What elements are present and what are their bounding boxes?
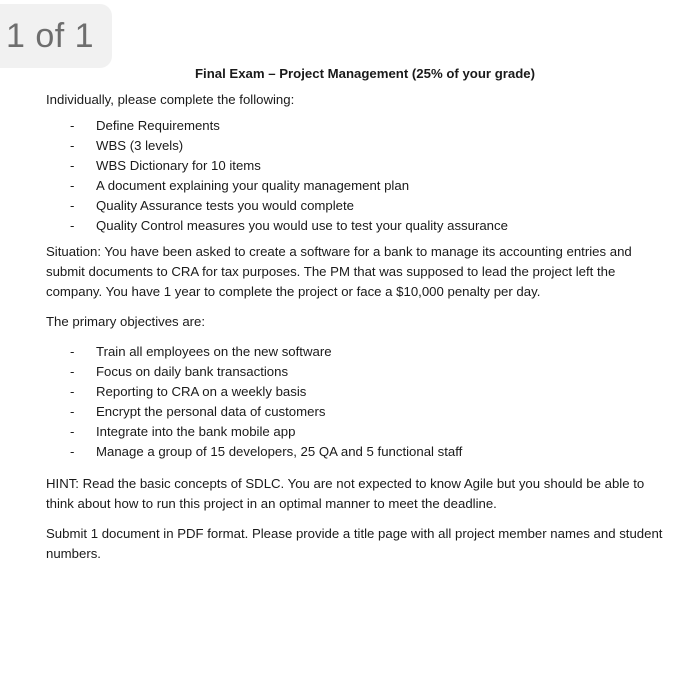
objective-text: Reporting to CRA on a weekly basis xyxy=(96,384,307,399)
list-item xyxy=(46,382,672,402)
task-text: Define Requirements xyxy=(96,118,220,133)
task-text: A document explaining your quality management plan xyxy=(96,178,410,193)
objectives-list xyxy=(46,342,672,462)
task-text: WBS Dictionary for 10 items xyxy=(96,158,261,173)
objective-text: Focus on daily bank transactions xyxy=(96,364,289,379)
list-item xyxy=(46,362,672,382)
list-item xyxy=(46,176,672,196)
list-item xyxy=(46,196,672,216)
task-text: Quality Assurance tests you would complete xyxy=(96,198,355,213)
objective-text: Encrypt the personal data of customers xyxy=(96,404,326,419)
dash-bullet: - xyxy=(70,158,75,173)
list-item xyxy=(46,156,672,176)
submit-text: Submit 1 document in PDF format. Please provide a title page with all project member names and student numbers. xyxy=(46,526,663,561)
objective-text: Train all employees on the new software xyxy=(96,344,332,359)
list-item xyxy=(46,342,672,362)
dash-bullet: - xyxy=(70,424,75,439)
intro-text: Individually, please complete the following: xyxy=(46,92,295,107)
dash-bullet: - xyxy=(70,344,75,359)
list-item xyxy=(46,402,672,422)
task-list xyxy=(46,116,672,236)
situation-text: Situation: You have been asked to create a software for a bank to manage its accounting entries and submit documents to CRA for tax purposes. The PM that was supposed to lead the project left the company. You have 1 year to complete the project or face a $10,000 penalty per day. xyxy=(46,244,632,299)
list-item xyxy=(46,116,672,136)
objectives-intro: The primary objectives are: xyxy=(46,314,206,329)
list-item xyxy=(46,216,672,236)
dash-bullet: - xyxy=(70,138,75,153)
dash-bullet: - xyxy=(70,384,75,399)
dash-bullet: - xyxy=(70,404,75,419)
document-title: Final Exam – Project Management (25% of your grade) xyxy=(194,66,536,81)
page-indicator: 1 of 1 xyxy=(0,4,112,68)
task-text: WBS (3 levels) xyxy=(96,138,184,153)
dash-bullet: - xyxy=(70,118,75,133)
document-body xyxy=(46,64,672,564)
objective-text: Integrate into the bank mobile app xyxy=(96,424,296,439)
list-item xyxy=(46,136,672,156)
dash-bullet: - xyxy=(70,198,75,213)
dash-bullet: - xyxy=(70,444,75,459)
list-item xyxy=(46,442,672,462)
dash-bullet: - xyxy=(70,178,75,193)
dash-bullet: - xyxy=(70,218,75,233)
hint-text: HINT: Read the basic concepts of SDLC. You are not expected to know Agile but you should be able to think about how to run this project in an optimal manner to meet the deadline. xyxy=(46,476,645,511)
list-item xyxy=(46,422,672,442)
objective-text: Manage a group of 15 developers, 25 QA and 5 functional staff xyxy=(96,444,463,459)
task-text: Quality Control measures you would use to test your quality assurance xyxy=(96,218,508,233)
dash-bullet: - xyxy=(70,364,75,379)
